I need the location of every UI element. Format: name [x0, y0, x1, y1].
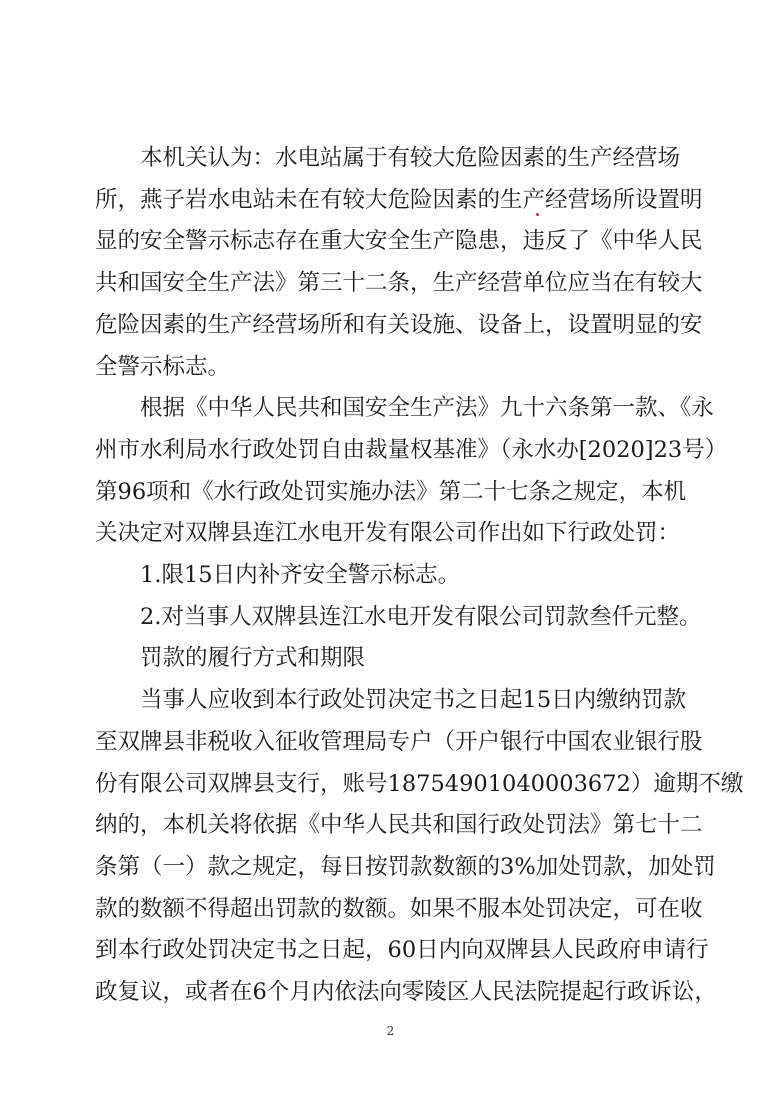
- penalty-item-1: 1.限15日内补齐安全警示标志。: [95, 562, 461, 588]
- body-line: 本机关认为：水电站属于有较大危险因素的生产经营场: [95, 145, 681, 171]
- body-line: 共和国安全生产法》第三十二条，生产经营单位应当在有较大: [95, 270, 703, 297]
- body-line: 份有限公司双牌县支行，账号18754901040003672）逾期不缴: [95, 770, 744, 797]
- body-line: 条第（一）款之规定，每日按罚款数额的3%加处罚款，加处罚: [95, 853, 716, 880]
- body-line: 全警示标志。: [95, 353, 231, 380]
- body-line: 到本行政处罚决定书之日起，60日内向双牌县人民政府申请行: [95, 937, 709, 964]
- body-line: 款的数额不得超出罚款的数额。如果不服本处罚决定，可在收: [95, 895, 703, 922]
- body-line: 至双牌县非税收入征收管理局专户（开户银行中国农业银行股: [95, 728, 703, 755]
- body-line: 根据《中华人民共和国安全生产法》九十六条第一款、《永: [95, 395, 714, 422]
- body-line: 第96项和《水行政处罚实施办法》第二十七条之规定，本机: [95, 478, 687, 505]
- body-line: 政复议，或者在6个月内依法向零陵区人民法院提起行政诉讼，: [95, 979, 717, 1005]
- section-heading: 罚款的履行方式和期限: [95, 645, 366, 672]
- penalty-item-2: 2.对当事人双牌县连江水电开发有限公司罚款叁仟元整。: [95, 603, 702, 630]
- body-line: 所，燕子岩水电站未在有较大危险因素的生产经营场所设置明: [95, 186, 703, 213]
- body-line: 危险因素的生产经营场所和有关设施、设备上，设置明显的安: [95, 311, 703, 338]
- body-line: 纳的，本机关将依据《中华人民共和国行政处罚法》第七十二: [95, 812, 703, 839]
- body-line: 州市水利局水行政处罚自由裁量权基准》（永水办[2020]23号）: [95, 436, 728, 463]
- body-line: 显的安全警示标志存在重大安全生产隐患，违反了《中华人民: [95, 228, 703, 255]
- page-number: 2: [386, 1024, 395, 1038]
- red-ink-speck: [536, 213, 539, 216]
- body-line: 当事人应收到本行政处罚决定书之日起15日内缴纳罚款: [95, 687, 687, 714]
- body-line: 关决定对双牌县连江水电开发有限公司作出如下行政处罚：: [95, 520, 681, 547]
